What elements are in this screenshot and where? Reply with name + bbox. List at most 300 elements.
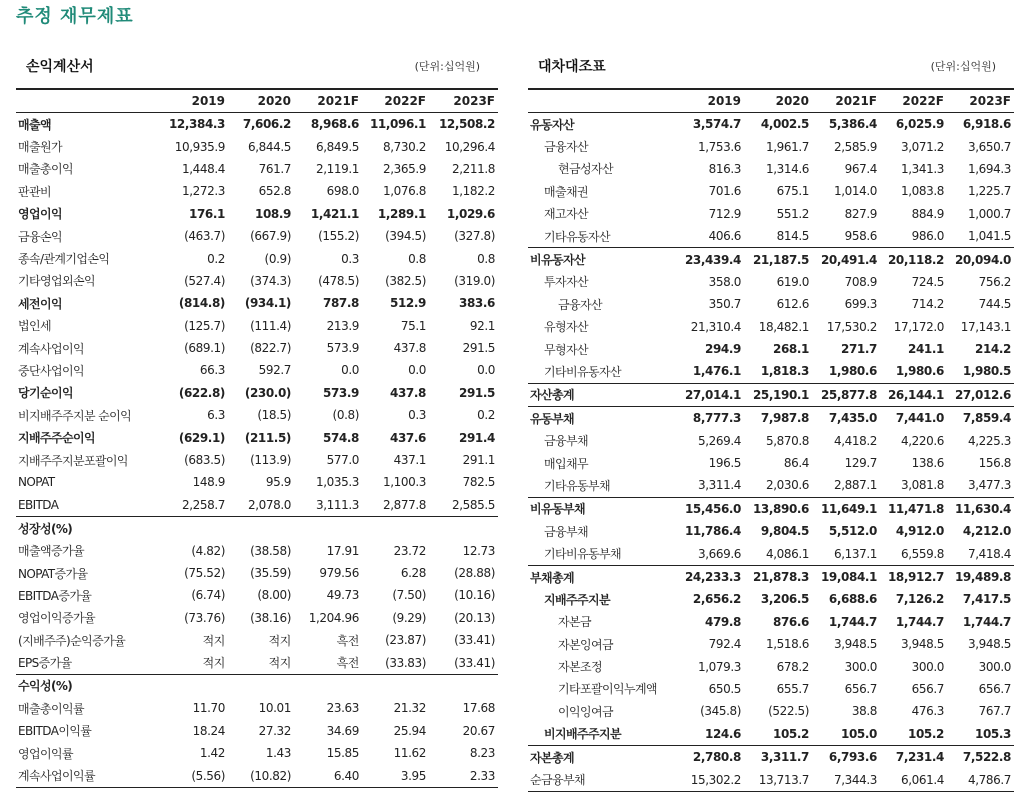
income-row-value: 10.01 — [258, 701, 291, 716]
income-row-value: 6,844.5 — [247, 139, 291, 154]
income-row-value: 979.56 — [319, 566, 359, 580]
income-row-value: (113.9) — [250, 453, 291, 468]
income-row-value: 437.8 — [393, 341, 426, 356]
income-row-value: 1,076.8 — [382, 184, 426, 199]
income-row-value: 437.1 — [393, 453, 426, 468]
balance-row-value: 3,948.5 — [900, 637, 944, 652]
income-unit-note: (단위:십억원) — [414, 60, 480, 73]
income-row-value: 1,100.3 — [382, 475, 426, 490]
balance-row-label: 기타포괄이익누계액 — [558, 682, 657, 697]
balance-row-value: 4,212.0 — [962, 524, 1011, 539]
income-row-label: 수익성(%) — [16, 674, 158, 697]
balance-row — [528, 360, 1014, 383]
income-row-value: 1,029.6 — [446, 206, 495, 221]
balance-row-value: 1,980.5 — [962, 364, 1011, 379]
balance-row-value: 4,002.5 — [760, 117, 809, 132]
income-row-value: 291.5 — [459, 385, 495, 400]
income-row-label: NOPAT증가율 — [18, 566, 88, 581]
income-row-value: 적지 — [268, 633, 291, 648]
balance-row-value: 476.3 — [911, 704, 944, 719]
balance-row-label: 부채총계 — [528, 565, 670, 588]
income-statement-body — [16, 113, 498, 788]
income-row — [16, 449, 498, 471]
balance-row — [528, 655, 1014, 677]
balance-row — [528, 452, 1014, 474]
income-row-value: (20.13) — [454, 610, 495, 625]
income-row-value: 652.8 — [258, 184, 291, 199]
balance-row-value: 816.3 — [708, 161, 741, 176]
balance-row-label: 매입채무 — [544, 456, 588, 471]
income-row — [16, 359, 498, 381]
balance-row-value: 967.4 — [844, 161, 877, 176]
income-row-label: 성장성(%) — [16, 517, 158, 540]
income-row-value: (0.9) — [264, 251, 291, 266]
balance-row-value: 767.7 — [978, 704, 1011, 719]
income-row-value: (75.52) — [184, 566, 225, 580]
income-row-value: 6.28 — [400, 566, 426, 580]
income-row-value — [362, 674, 429, 697]
income-row-label: 지배주주지분포괄이익 — [18, 453, 128, 468]
income-row-value: (38.16) — [250, 610, 291, 625]
income-row-value: 176.1 — [189, 206, 225, 221]
balance-row-value: 1,041.5 — [967, 229, 1011, 244]
balance-row-label: 유동자산 — [530, 117, 574, 132]
income-row-value — [158, 674, 228, 697]
balance-row-value: 4,225.3 — [967, 433, 1011, 448]
income-row-value: (33.41) — [454, 655, 495, 670]
balance-row-value: 20,118.2 — [880, 248, 947, 271]
income-row-value: (18.5) — [257, 408, 291, 423]
balance-row-value: 1,314.6 — [765, 161, 809, 176]
balance-row-value: 294.9 — [705, 342, 741, 357]
income-row — [16, 517, 498, 540]
income-row-value: 1,204.96 — [308, 610, 359, 625]
balance-row-value: 2,585.9 — [833, 139, 877, 154]
balance-row-value: 268.1 — [773, 342, 809, 357]
balance-year-header: 2021F — [812, 89, 880, 113]
balance-row-value: 25,877.8 — [812, 383, 880, 406]
income-row-label: 지배주주순이익 — [18, 431, 95, 446]
income-row — [16, 203, 498, 225]
income-row-value: 10,935.9 — [174, 139, 225, 154]
balance-row — [528, 158, 1014, 180]
income-row-value: 1,421.1 — [310, 206, 359, 221]
income-row-value: 8,730.2 — [382, 139, 426, 154]
income-row-value: (111.4) — [250, 318, 291, 333]
income-row-value: 213.9 — [326, 318, 359, 333]
balance-row-label: 자본총계 — [528, 745, 670, 768]
balance-row-label: 투자자산 — [544, 275, 588, 290]
income-row — [16, 494, 498, 517]
balance-row — [528, 497, 1014, 520]
balance-row-value: 7,418.4 — [967, 546, 1011, 561]
income-year-header: 2019 — [158, 89, 228, 113]
balance-row-value: 11,786.4 — [684, 524, 741, 539]
balance-row-value: 196.5 — [708, 456, 741, 471]
balance-row — [528, 723, 1014, 746]
income-row-value: 10,296.4 — [444, 139, 495, 154]
balance-row-value: 655.7 — [776, 681, 809, 696]
income-row-value: (689.1) — [184, 341, 225, 356]
income-row-value: (10.82) — [228, 764, 294, 787]
balance-row-value: 18,482.1 — [758, 319, 809, 334]
balance-row-label: 유동부채 — [528, 407, 670, 430]
income-row-value: 0.0 — [408, 363, 426, 378]
page-title: 추정 재무제표 — [16, 6, 134, 27]
balance-row-value: 11,630.4 — [947, 497, 1014, 520]
income-row-label: 매출총이익률 — [18, 701, 84, 716]
income-row-value: (10.16) — [454, 588, 495, 603]
balance-row-value: 26,144.1 — [880, 383, 947, 406]
balance-row-label: 재고자산 — [544, 207, 588, 222]
balance-row-value: 699.3 — [844, 297, 877, 312]
income-row-value: 75.1 — [400, 318, 426, 333]
balance-row-value: 19,084.1 — [812, 565, 880, 588]
balance-row-value: 21,310.4 — [690, 319, 741, 334]
income-row — [16, 337, 498, 359]
balance-row — [528, 316, 1014, 338]
balance-row-value: 5,870.8 — [765, 433, 809, 448]
balance-row-value: 129.7 — [844, 456, 877, 471]
balance-row-label: 비유동부채 — [528, 497, 670, 520]
income-row-value: (4.82) — [191, 543, 225, 558]
income-row-label: 금융손익 — [18, 229, 62, 244]
income-row-value: 18.24 — [192, 723, 225, 738]
income-row — [16, 225, 498, 247]
balance-row — [528, 520, 1014, 542]
balance-row-value: 23,439.4 — [670, 248, 744, 271]
income-row-value: 1,448.4 — [181, 161, 225, 176]
balance-year-header: 2020 — [744, 89, 812, 113]
income-row — [16, 539, 498, 561]
balance-row-value: 20,094.0 — [947, 248, 1014, 271]
income-row — [16, 426, 498, 448]
balance-row-value: 3,477.3 — [967, 478, 1011, 493]
balance-year-header: 2019 — [670, 89, 744, 113]
income-row-label: 계속사업이익 — [18, 341, 84, 356]
balance-row-label: 기타유동자산 — [544, 229, 610, 244]
income-row-value: 7,606.2 — [242, 117, 291, 132]
balance-row-value: 7,417.5 — [962, 592, 1011, 607]
income-row-label: 매출총이익 — [18, 162, 73, 177]
income-row-value: (33.83) — [385, 655, 426, 670]
balance-row-value: 358.0 — [708, 274, 741, 289]
income-row-value: (319.0) — [454, 273, 495, 288]
income-row-value: (478.5) — [318, 273, 359, 288]
income-row-value: 574.8 — [323, 430, 359, 445]
balance-sheet-panel — [528, 52, 1014, 792]
income-row-value — [294, 517, 362, 540]
income-row-value: (629.1) — [178, 430, 225, 445]
income-row-label: EBITDA이익률 — [18, 724, 92, 739]
income-row-value: 108.9 — [255, 206, 291, 221]
income-row-value: 1.42 — [199, 746, 225, 761]
income-row-value: 698.0 — [326, 184, 359, 199]
balance-row-value: 714.2 — [911, 297, 944, 312]
balance-row-value: 3,071.2 — [900, 139, 944, 154]
income-row-value: 17.68 — [462, 701, 495, 716]
income-row-label: 당기순이익 — [18, 386, 73, 401]
balance-row — [528, 700, 1014, 722]
balance-row-value: 1,961.7 — [765, 139, 809, 154]
balance-row-label: 자본금 — [558, 615, 591, 630]
income-row-value: 577.0 — [326, 453, 359, 468]
balance-row-value: 17,172.0 — [893, 319, 944, 334]
balance-row-value: 1,980.6 — [828, 364, 877, 379]
income-row-value: 2.33 — [429, 764, 498, 787]
income-row-label: 매출원가 — [18, 140, 62, 155]
balance-row-label: 매출채권 — [544, 184, 588, 199]
balance-row-value: 7,441.0 — [880, 407, 947, 430]
balance-row-label: 지배주주지분 — [544, 592, 610, 607]
income-row — [16, 135, 498, 157]
balance-row — [528, 542, 1014, 565]
income-row-value — [158, 517, 228, 540]
balance-row-value: 1,744.7 — [828, 614, 877, 629]
balance-row-value: 827.9 — [844, 206, 877, 221]
balance-row — [528, 474, 1014, 497]
balance-row-value: 105.3 — [975, 726, 1011, 741]
balance-row-value: 241.1 — [908, 342, 944, 357]
balance-row — [528, 338, 1014, 360]
balance-row-value: 1,079.3 — [697, 659, 741, 674]
balance-row — [528, 407, 1014, 430]
income-row-value: 1.43 — [265, 746, 291, 761]
income-row — [16, 629, 498, 651]
balance-row-value: 2,030.6 — [765, 478, 809, 493]
income-row-value: 0.3 — [408, 408, 426, 423]
balance-row-value: 2,656.2 — [692, 592, 741, 607]
balance-row-value: 4,786.7 — [947, 768, 1014, 791]
income-row-value: (527.4) — [184, 273, 225, 288]
income-row-label: EPS증가율 — [18, 656, 72, 671]
income-row-value: 437.6 — [390, 430, 426, 445]
income-row-value: 2,585.5 — [451, 497, 495, 512]
income-row-value: 1,289.1 — [377, 206, 426, 221]
balance-row-value: 656.7 — [844, 681, 877, 696]
income-row-value: 17.91 — [326, 543, 359, 558]
balance-row-label: 비지배주주지분 — [544, 727, 621, 742]
balance-row-value: 86.4 — [783, 456, 809, 471]
income-row-value: (125.7) — [184, 318, 225, 333]
balance-row — [528, 633, 1014, 655]
income-row-value: (683.5) — [184, 453, 225, 468]
income-row-value — [429, 674, 498, 697]
income-row-value: (7.50) — [392, 588, 426, 603]
balance-row — [528, 271, 1014, 293]
balance-row-value: 6,793.6 — [812, 745, 880, 768]
income-row-value: 20.67 — [462, 723, 495, 738]
balance-row-value: 958.6 — [844, 229, 877, 244]
income-row-value: 8.23 — [469, 746, 495, 761]
income-row-value: 적지 — [202, 633, 225, 648]
income-row-value: (155.2) — [318, 229, 359, 244]
balance-sheet-header — [528, 52, 1014, 88]
income-row-value: (394.5) — [385, 229, 426, 244]
balance-row-value: 6,918.6 — [962, 117, 1011, 132]
income-year-header: 2023F — [429, 89, 498, 113]
balance-row-value: 6,559.8 — [900, 546, 944, 561]
balance-row — [528, 225, 1014, 248]
balance-row-value: (522.5) — [768, 704, 809, 719]
balance-row-value: 3,650.7 — [967, 139, 1011, 154]
balance-row — [528, 565, 1014, 588]
balance-row-value: 7,859.4 — [947, 407, 1014, 430]
balance-row-value: 4,220.6 — [900, 433, 944, 448]
income-row-value — [362, 517, 429, 540]
balance-row — [528, 293, 1014, 315]
balance-year-header: 2022F — [880, 89, 947, 113]
balance-row-label: 자본잉여금 — [558, 637, 613, 652]
balance-row-value: 675.1 — [776, 184, 809, 199]
balance-row-value: 884.9 — [911, 206, 944, 221]
balance-header-row — [528, 89, 1014, 113]
income-row-label: 영업이익증가율 — [18, 611, 95, 626]
income-row-value: 적지 — [202, 656, 225, 671]
income-row — [16, 315, 498, 337]
balance-row-label: 금융자산 — [558, 297, 602, 312]
balance-row — [528, 745, 1014, 768]
income-row-value: 782.5 — [462, 475, 495, 490]
income-row-value: 8,968.6 — [310, 117, 359, 132]
income-row-value: 23.72 — [393, 543, 426, 558]
balance-row-value: 1,083.8 — [900, 184, 944, 199]
income-row-label: 영업이익 — [18, 207, 62, 222]
income-row-value: 흑전 — [336, 656, 359, 671]
income-row-value: 0.8 — [408, 251, 426, 266]
balance-row-value: 744.5 — [978, 297, 1011, 312]
income-row-value: 787.8 — [323, 296, 359, 311]
balance-row — [528, 678, 1014, 700]
balance-row-value: 300.0 — [844, 659, 877, 674]
balance-row-value: 1,694.3 — [967, 161, 1011, 176]
income-row — [16, 180, 498, 202]
income-row-value: (9.29) — [392, 610, 426, 625]
income-row-value: 흑전 — [336, 633, 359, 648]
balance-row-value: 814.5 — [776, 229, 809, 244]
income-row-label: NOPAT — [18, 475, 55, 490]
income-row-value: 383.6 — [459, 296, 495, 311]
balance-row — [528, 135, 1014, 157]
income-row-label: 중단사업이익 — [18, 363, 84, 378]
income-row-label: EBITDA — [18, 497, 59, 512]
income-row — [16, 562, 498, 584]
balance-row-label: 현금성자산 — [558, 162, 613, 177]
income-row-value: (6.74) — [191, 588, 225, 603]
income-row-value: 0.3 — [341, 251, 359, 266]
balance-row-label: 순금융부채 — [528, 768, 670, 791]
income-row-value: 11.70 — [192, 701, 225, 716]
balance-row-label: 비유동자산 — [528, 248, 670, 271]
income-statement-panel — [16, 52, 498, 788]
balance-row-value: 350.7 — [708, 297, 741, 312]
income-row-value: 2,365.9 — [382, 161, 426, 176]
income-row-value: 2,119.1 — [315, 161, 359, 176]
income-row-value: 적지 — [268, 656, 291, 671]
balance-row-value: 6,025.9 — [895, 117, 944, 132]
balance-row-value: (345.8) — [700, 704, 741, 719]
income-row-value: (934.1) — [244, 296, 291, 311]
income-row-value: 12,384.3 — [168, 117, 225, 132]
balance-row — [528, 113, 1014, 136]
balance-row-value: 612.6 — [776, 297, 809, 312]
balance-row-value: 15,302.2 — [670, 768, 744, 791]
income-row-value: 0.8 — [477, 251, 495, 266]
balance-row-label: 무형자산 — [544, 342, 588, 357]
balance-row-value: 5,386.4 — [828, 117, 877, 132]
balance-row-value: 4,086.1 — [765, 546, 809, 561]
income-row-value — [228, 674, 294, 697]
income-row-value: 761.7 — [258, 161, 291, 176]
income-year-header: 2020 — [228, 89, 294, 113]
income-row-label: 기타영업외손익 — [18, 274, 95, 289]
balance-row-value: 1,000.7 — [967, 206, 1011, 221]
balance-sheet-body — [528, 113, 1014, 792]
balance-row-value: 792.4 — [708, 637, 741, 652]
income-row-value: 573.9 — [326, 341, 359, 356]
income-row-value: 291.4 — [459, 430, 495, 445]
income-row-value: (822.7) — [250, 341, 291, 356]
income-row-value: 0.0 — [477, 363, 495, 378]
balance-row-value: 15,456.0 — [670, 497, 744, 520]
balance-row-label: 자본조정 — [558, 660, 602, 675]
income-row-value — [429, 517, 498, 540]
balance-row-value: 724.5 — [911, 274, 944, 289]
balance-row-label: 기타유동부채 — [544, 478, 610, 493]
income-row — [16, 270, 498, 292]
balance-row-value: 7,344.3 — [812, 768, 880, 791]
balance-row-value: 24,233.3 — [670, 565, 744, 588]
balance-row-value: 271.7 — [841, 342, 877, 357]
income-row-value: 12.73 — [462, 543, 495, 558]
balance-row — [528, 768, 1014, 791]
balance-row-value: 3,311.4 — [697, 478, 741, 493]
income-row-value: 291.5 — [462, 341, 495, 356]
income-row-value: 592.7 — [258, 363, 291, 378]
balance-row-value: 105.2 — [908, 726, 944, 741]
income-row-value: 12,508.2 — [438, 117, 495, 132]
balance-row-value: 4,418.2 — [833, 433, 877, 448]
balance-row-value: 1,014.0 — [833, 184, 877, 199]
balance-row-value: 7,126.2 — [895, 592, 944, 607]
balance-row-value: 756.2 — [978, 274, 1011, 289]
balance-row-value: 5,269.4 — [697, 433, 741, 448]
balance-row-value: 13,890.6 — [744, 497, 812, 520]
income-row — [16, 764, 498, 787]
income-row-value: 6.3 — [207, 408, 225, 423]
income-row-value: 66.3 — [199, 363, 225, 378]
income-row-value: (73.76) — [184, 610, 225, 625]
income-row-value: 92.1 — [469, 318, 495, 333]
income-row-value: 3,111.3 — [315, 497, 359, 512]
income-row-label: 종속/관계기업손익 — [18, 252, 110, 267]
income-row-value: (230.0) — [244, 385, 291, 400]
income-row-label: 매출액 — [18, 117, 51, 132]
balance-row-value: 678.2 — [776, 659, 809, 674]
balance-row-value: 18,912.7 — [880, 565, 947, 588]
income-row — [16, 674, 498, 697]
income-row-label: 세전이익 — [18, 296, 62, 311]
balance-row-label: 기타비유동부채 — [544, 547, 621, 562]
income-row-value: 1,035.3 — [315, 475, 359, 490]
balance-row-value: 1,225.7 — [967, 184, 1011, 199]
balance-row-value: 11,649.1 — [812, 497, 880, 520]
balance-row-value: 124.6 — [705, 726, 741, 741]
income-row-value: (463.7) — [184, 229, 225, 244]
income-row-value: (35.59) — [250, 566, 291, 580]
income-row-value: 2,258.7 — [181, 497, 225, 512]
balance-row-value: 7,522.8 — [947, 745, 1014, 768]
